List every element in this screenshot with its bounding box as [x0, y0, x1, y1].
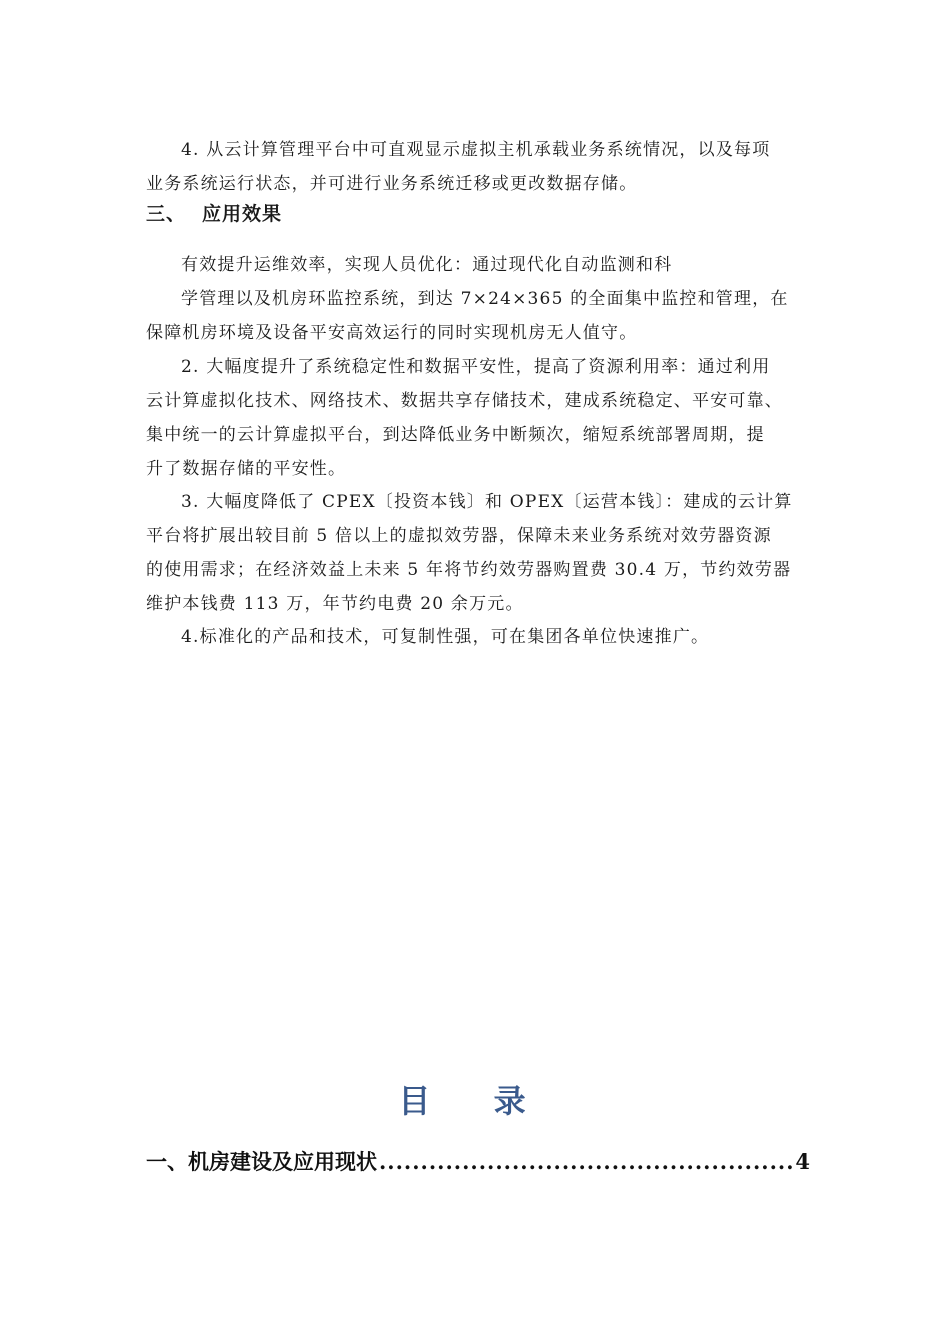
- toc-dot-leader: [379, 1149, 793, 1174]
- toc-entry-label: 一、机房建设及应用现状: [146, 1149, 377, 1174]
- toc-entry-page: 4: [795, 1149, 810, 1174]
- paragraph-line: 保障机房环境及设备平安高效运行的同时实现机房无人值守。: [146, 323, 638, 343]
- section-number: 三、: [146, 203, 187, 225]
- section-heading: [146, 199, 282, 226]
- paragraph-stability: [146, 350, 810, 486]
- paragraph-cloud-platform: [146, 133, 810, 201]
- paragraph-ops-efficiency: [146, 248, 810, 350]
- toc-entry[interactable]: [146, 1146, 810, 1176]
- paragraph-line: 3. 大幅度降低了 CPEX〔投资本钱〕和 OPEX〔运营本钱〕：建成的云计算: [181, 492, 793, 512]
- paragraph-line: 4. 从云计算管理平台中可直观显示虚拟主机承载业务系统情况，以及每项: [181, 140, 771, 160]
- toc-title: 目 录: [398, 1082, 552, 1120]
- paragraph-line: 业务系统运行状态，并可进行业务系统迁移或更改数据存储。: [146, 174, 638, 194]
- paragraph-line: 云计算虚拟化技术、网络技术、数据共享存储技术，建成系统稳定、平安可靠、: [146, 391, 783, 411]
- paragraph-line: 平台将扩展出较目前 5 倍以上的虚拟效劳器，保障未来业务系统对效劳器资源: [146, 526, 772, 546]
- paragraph-line: 维护本钱费 113 万，年节约电费 20 余万元。: [146, 594, 524, 614]
- paragraph-line: 升了数据存储的平安性。: [146, 459, 347, 479]
- paragraph-line: 的使用需求；在经济效益上未来 5 年将节约效劳器购置费 30.4 万，节约效劳器: [146, 560, 792, 580]
- paragraph-cost-reduction: [146, 485, 810, 621]
- paragraph-line: 学管理以及机房环监控系统，到达 7×24×365 的全面集中监控和管理，在: [181, 289, 789, 309]
- paragraph-line: 有效提升运维效率，实现人员优化：通过现代化自动监测和科: [181, 255, 673, 275]
- paragraph-line: 集中统一的云计算虚拟平台，到达降低业务中断频次，缩短系统部署周期，提: [146, 425, 765, 445]
- paragraph-standardization: [146, 620, 810, 654]
- section-title: 应用效果: [202, 203, 283, 225]
- paragraph-line: 4.标准化的产品和技术，可复制性强，可在集团各单位快速推广。: [181, 627, 710, 647]
- paragraph-line: 2. 大幅度提升了系统稳定性和数据平安性，提高了资源利用率：通过利用: [181, 357, 771, 377]
